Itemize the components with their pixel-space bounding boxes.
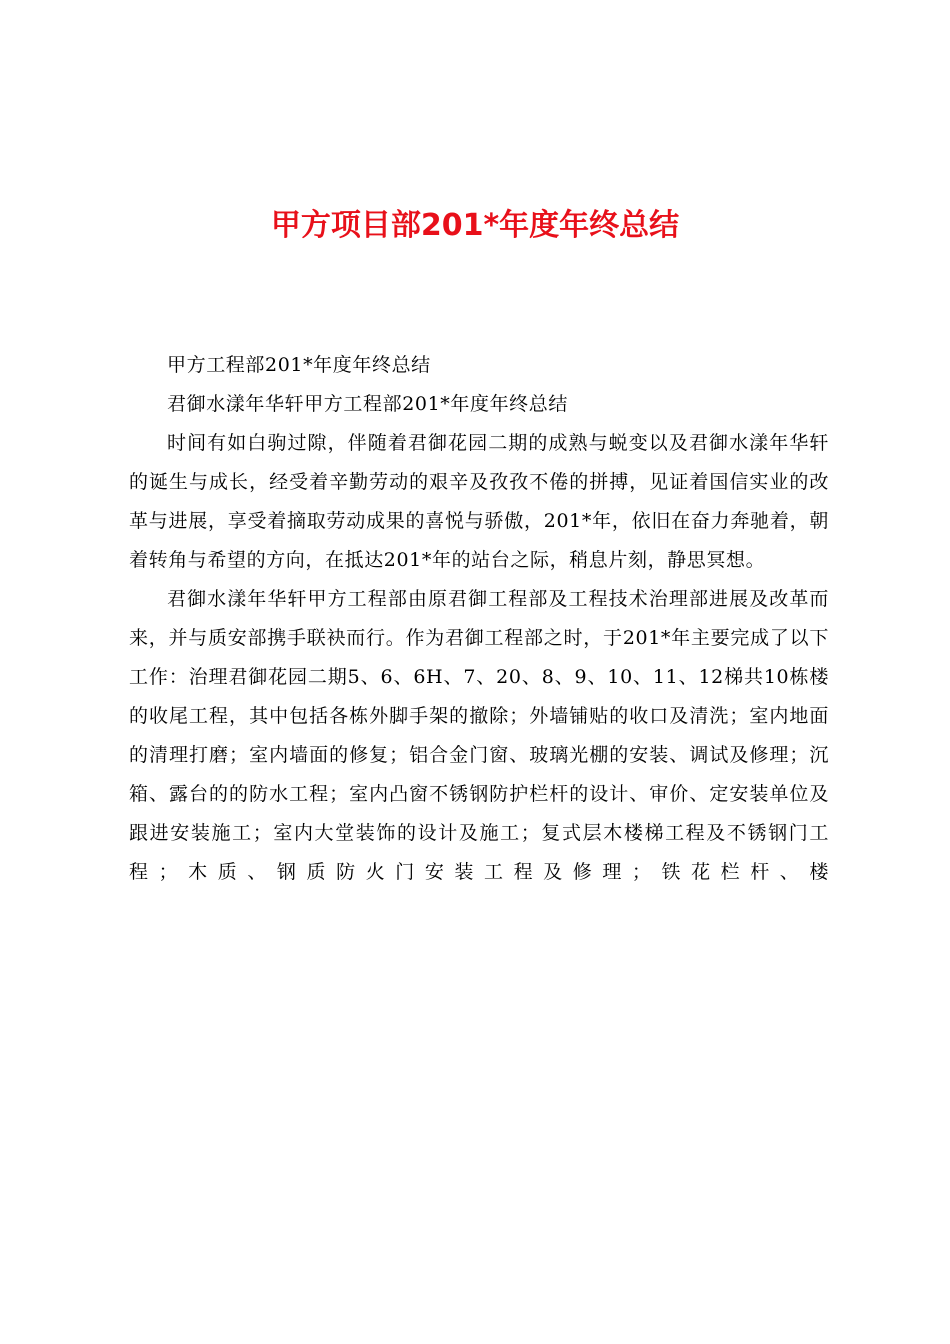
document-title: 甲方项目部201*年度年终总结 <box>270 208 680 243</box>
paragraph-heading: 君御水漾年华轩甲方工程部201*年度年终总结 <box>167 393 568 415</box>
document-body <box>129 346 829 892</box>
paragraph-work-summary: 君御水漾年华轩甲方工程部由原君御工程部及工程技术治理部进展及改革而来，并与质安部携手联袂而行。作为君御工程部之时，于201*年主要完成了以下工作：治理君御花园二期5、6、6H、7、20、8、9、10、11、12梯共10栋楼的收尾工程，其中包括各栋外脚手架的撤除；外墙铺贴的收口及清洗；室内地面的清理打磨；室内墙面的修复；铝合金门窗、玻璃光棚的安装、调试及修理；沉箱、露台的的防水工程；室内凸窗不锈钢防护栏杆的设计、审价、定安装单位及跟进安装施工；室内大堂装饰的设计及施工；复式层木楼梯工程及不锈钢门工程；木质、钢质防火门安装工程及修理；铁花栏杆、楼 <box>129 588 829 883</box>
paragraph-intro: 时间有如白驹过隙，伴随着君御花园二期的成熟与蜕变以及君御水漾年华轩的诞生与成长，经受着辛勤劳动的艰辛及孜孜不倦的拼搏，见证着国信实业的改革与进展，享受着摘取劳动成果的喜悦与骄傲，201*年，依旧在奋力奔驰着，朝着转角与希望的方向，在抵达201*年的站台之际，稍息片刻，静思冥想。 <box>129 432 829 571</box>
paragraph-subtitle: 甲方工程部201*年度年终总结 <box>167 354 431 376</box>
